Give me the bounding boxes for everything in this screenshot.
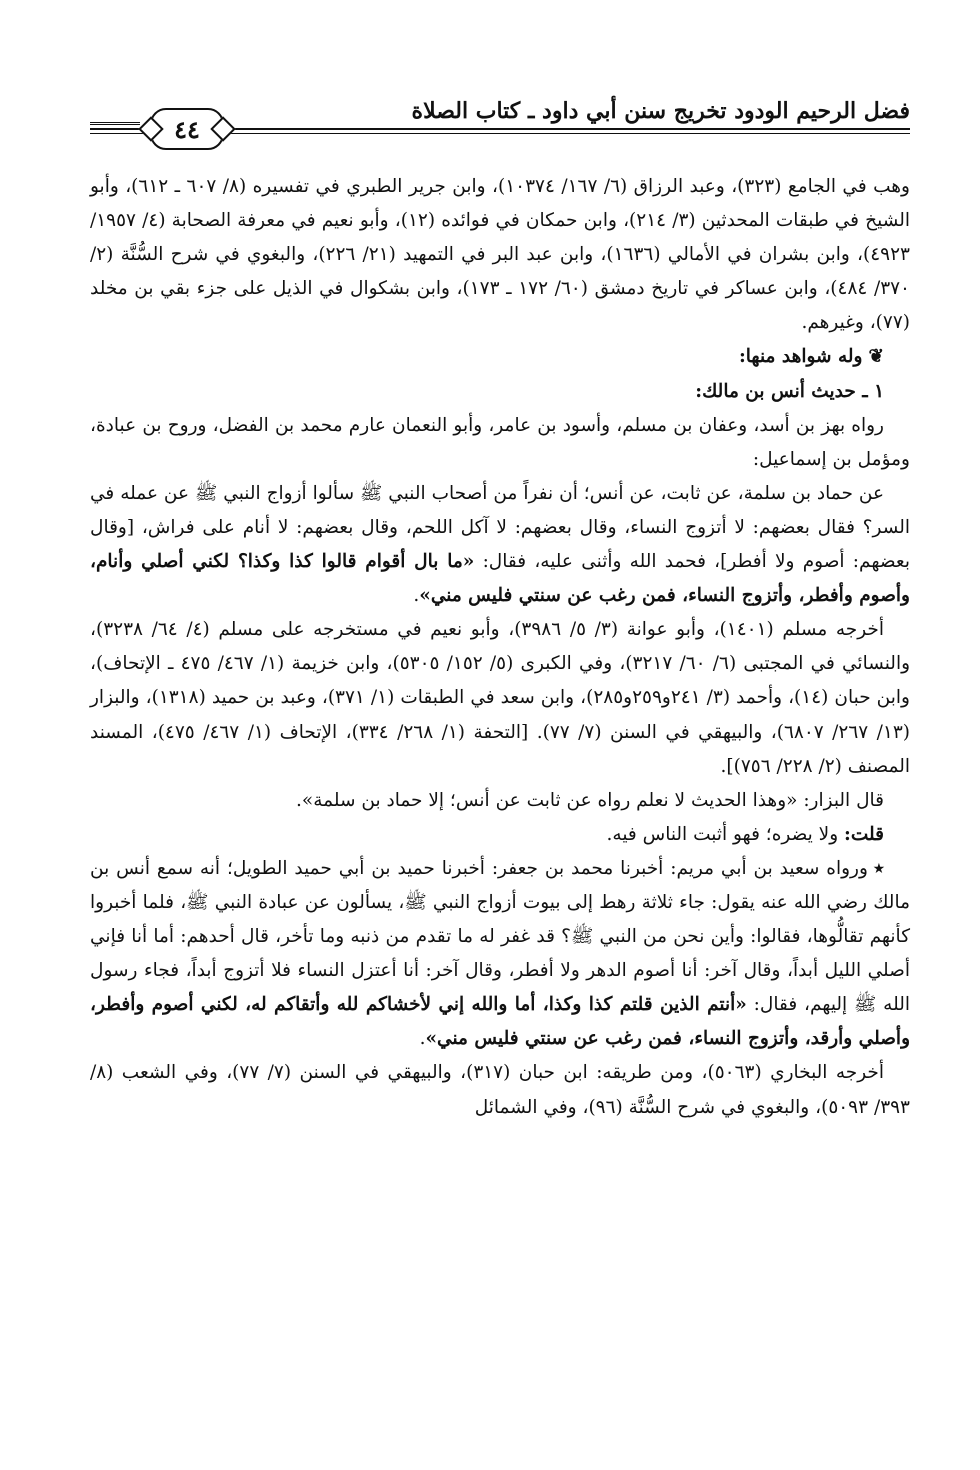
running-title: فضل الرحيم الودود تخريج سنن أبي داود ـ كتاب الصلاة [411,98,910,124]
hadith-chain: ورواه سعيد بن أبي مريم: أخبرنا محمد بن جعفر: أخبرنا حميد بن أبي حميد الطويل؛ أنه سمع أنس بن مالك رضي الله عنه يقول: جاء ثلاثة رهط إلى بيوت أزواج النبي ﷺ، يسألون عن عبادة النبي ﷺ، فلما أخبروا كأنهم تقالُّوها، فقالوا: وأين نحن من النبي ﷺ؟ قد غفر له ما تقدم من ذنبه وما تأخر، قال أحدهم: أما أنا فإني أصلي الليل أبداً، وقال آخر: أنا أصوم الدهر ولا أفطر، وقال آخر: أنا أعتزل النساء فلا أتزوج أبداً، فجاء رسول الله ﷺ إليهم، فقال: [90,857,910,1016]
takhrij-paragraph: أخرجه مسلم (١٤٠١)، وأبو عوانة (٣/ ٥/ ٣٩٨٦)، وأبو نعيم في مستخرجه على مسلم (٤/ ٦٤/ ٣٢٣٨)، والنسائي في المجتبى (٦/ ٦٠/ ٣٢١٧)، وفي الكبرى (٥/ ١٥٢/ ٥٣٠٥)، وابن خزيمة (١/ ٤٦٧/ ٤٧٥ ـ الإتحاف)، وابن حبان (١٤)، وأحمد (٣/ ٢٤١و٢٥٩و٢٨٥)، وابن سعد في الطبقات (١/ ٣٧١)، وعبد بن حميد (١٣١٨)، والبزار (١٣/ ٢٦٧/ ٦٨٠٧)، والبيهقي في السنن (٧/ ٧٧). [التحفة (١/ ٢٦٨/ ٣٣٤)، الإتحاف (١/ ٤٦٧/ ٤٧٥)، المسند المصنف (٢/ ٢٢٨/ ٧٥٦)]. [90,619,911,777]
bullet-ornament-icon: ٭ [873,857,884,879]
page-number-badge [150,108,224,150]
quote-paragraph: قال البزار: «وهذا الحديث لا نعلم رواه عن ثابت عن أنس؛ إلا حماد بن سلمة». [296,789,884,811]
hadith-paragraph [90,477,910,613]
hadith-paragraph [90,852,910,1057]
paragraph: وهب في الجامع (٣٢٣)، وعبد الرزاق (٦/ ١٦٧/ ١٠٣٧٤)، وابن جرير الطبري في تفسيره (٨/ ٦٠٧ ـ ٦١٢)، وأبو الشيخ في طبقات المحدثين (٣/ ٢١٤)، وابن حمكان في فوائده (١٢)، وأبو نعيم في معرفة الصحابة (٤/ ١٩٥٧/ ٤٩٢٣)، وابن بشران في الأمالي (١٦٣٦)، وابن عبد البر في التمهيد (٢١/ ٢٢٦)، والبغوي في شرح السُّنَّة (٢/ ٣٧٠/ ٤٨٤)، وابن عساكر في تاريخ دمشق (٦٠/ ١٧٢ ـ ١٧٣)، وابن بشكوال في الذيل على جزء بقي بن مخلد (٧٧)، وغيرهم. [90,176,910,334]
paragraph: رواه بهز بن أسد، وعفان بن مسلم، وأسود بن عامر، وأبو النعمان عارم محمد بن الفضل، وروح بن عبادة، ومؤمل بن إسماعيل: [90,414,910,470]
comment-paragraph [90,818,910,852]
punctuation: . [413,585,420,607]
body-text [90,170,910,1125]
hadith-text: «أنتم الذين قلتم كذا وكذا، أما والله إني لأخشاكم لله وأتقاكم له، لكني أصوم وأفطر، وأصلي وأرقد، وأتزوج النساء، فمن رغب عن سنتي فليس مني» [90,994,910,1050]
punctuation: . [419,1028,426,1050]
comment-text: ولا يضره؛ فهو أثبت الناس فيه. [606,823,845,845]
takhrij-paragraph: أخرجه البخاري (٥٠٦٣)، ومن طريقه: ابن حبان (٣١٧)، والبيهقي في السنن (٧/ ٧٧)، وفي الشعب (٨/ ٣٩٣/ ٥٠٩٣)، والبغوي في شرح السُّنَّة (٩٦)، وفي الشمائل [90,1062,910,1118]
page-number: ٤٤ [174,114,200,144]
page-header [90,92,910,152]
flower-ornament-icon: ❦ [868,346,884,368]
subheading-text: وله شواهد منها: [738,346,863,368]
header-ornament [90,122,140,125]
section-heading: ١ ـ حديث أنس بن مالك: [695,380,884,402]
comment-label: قلت: [844,823,884,845]
subheading [90,340,910,374]
hadith-chain: عن حماد بن سلمة، عن ثابت، عن أنس؛ أن نفراً من أصحاب النبي ﷺ سألوا أزواج النبي ﷺ عن عمله في السر؟ فقال بعضهم: لا أتزوج النساء، وقال بعضهم: لا آكل اللحم، وقال بعضهم: لا أنام على فراش، [وقال بعضهم: أصوم ولا أفطر]، فحمد الله وأثنى عليه، فقال: [90,482,910,573]
hadith-text: «ما بال أقوام قالوا كذا وكذا؟ لكني أصلي وأنام، وأصوم وأفطر، وأتزوج النساء، فمن رغب عن سنتي فليس مني» [90,551,910,607]
